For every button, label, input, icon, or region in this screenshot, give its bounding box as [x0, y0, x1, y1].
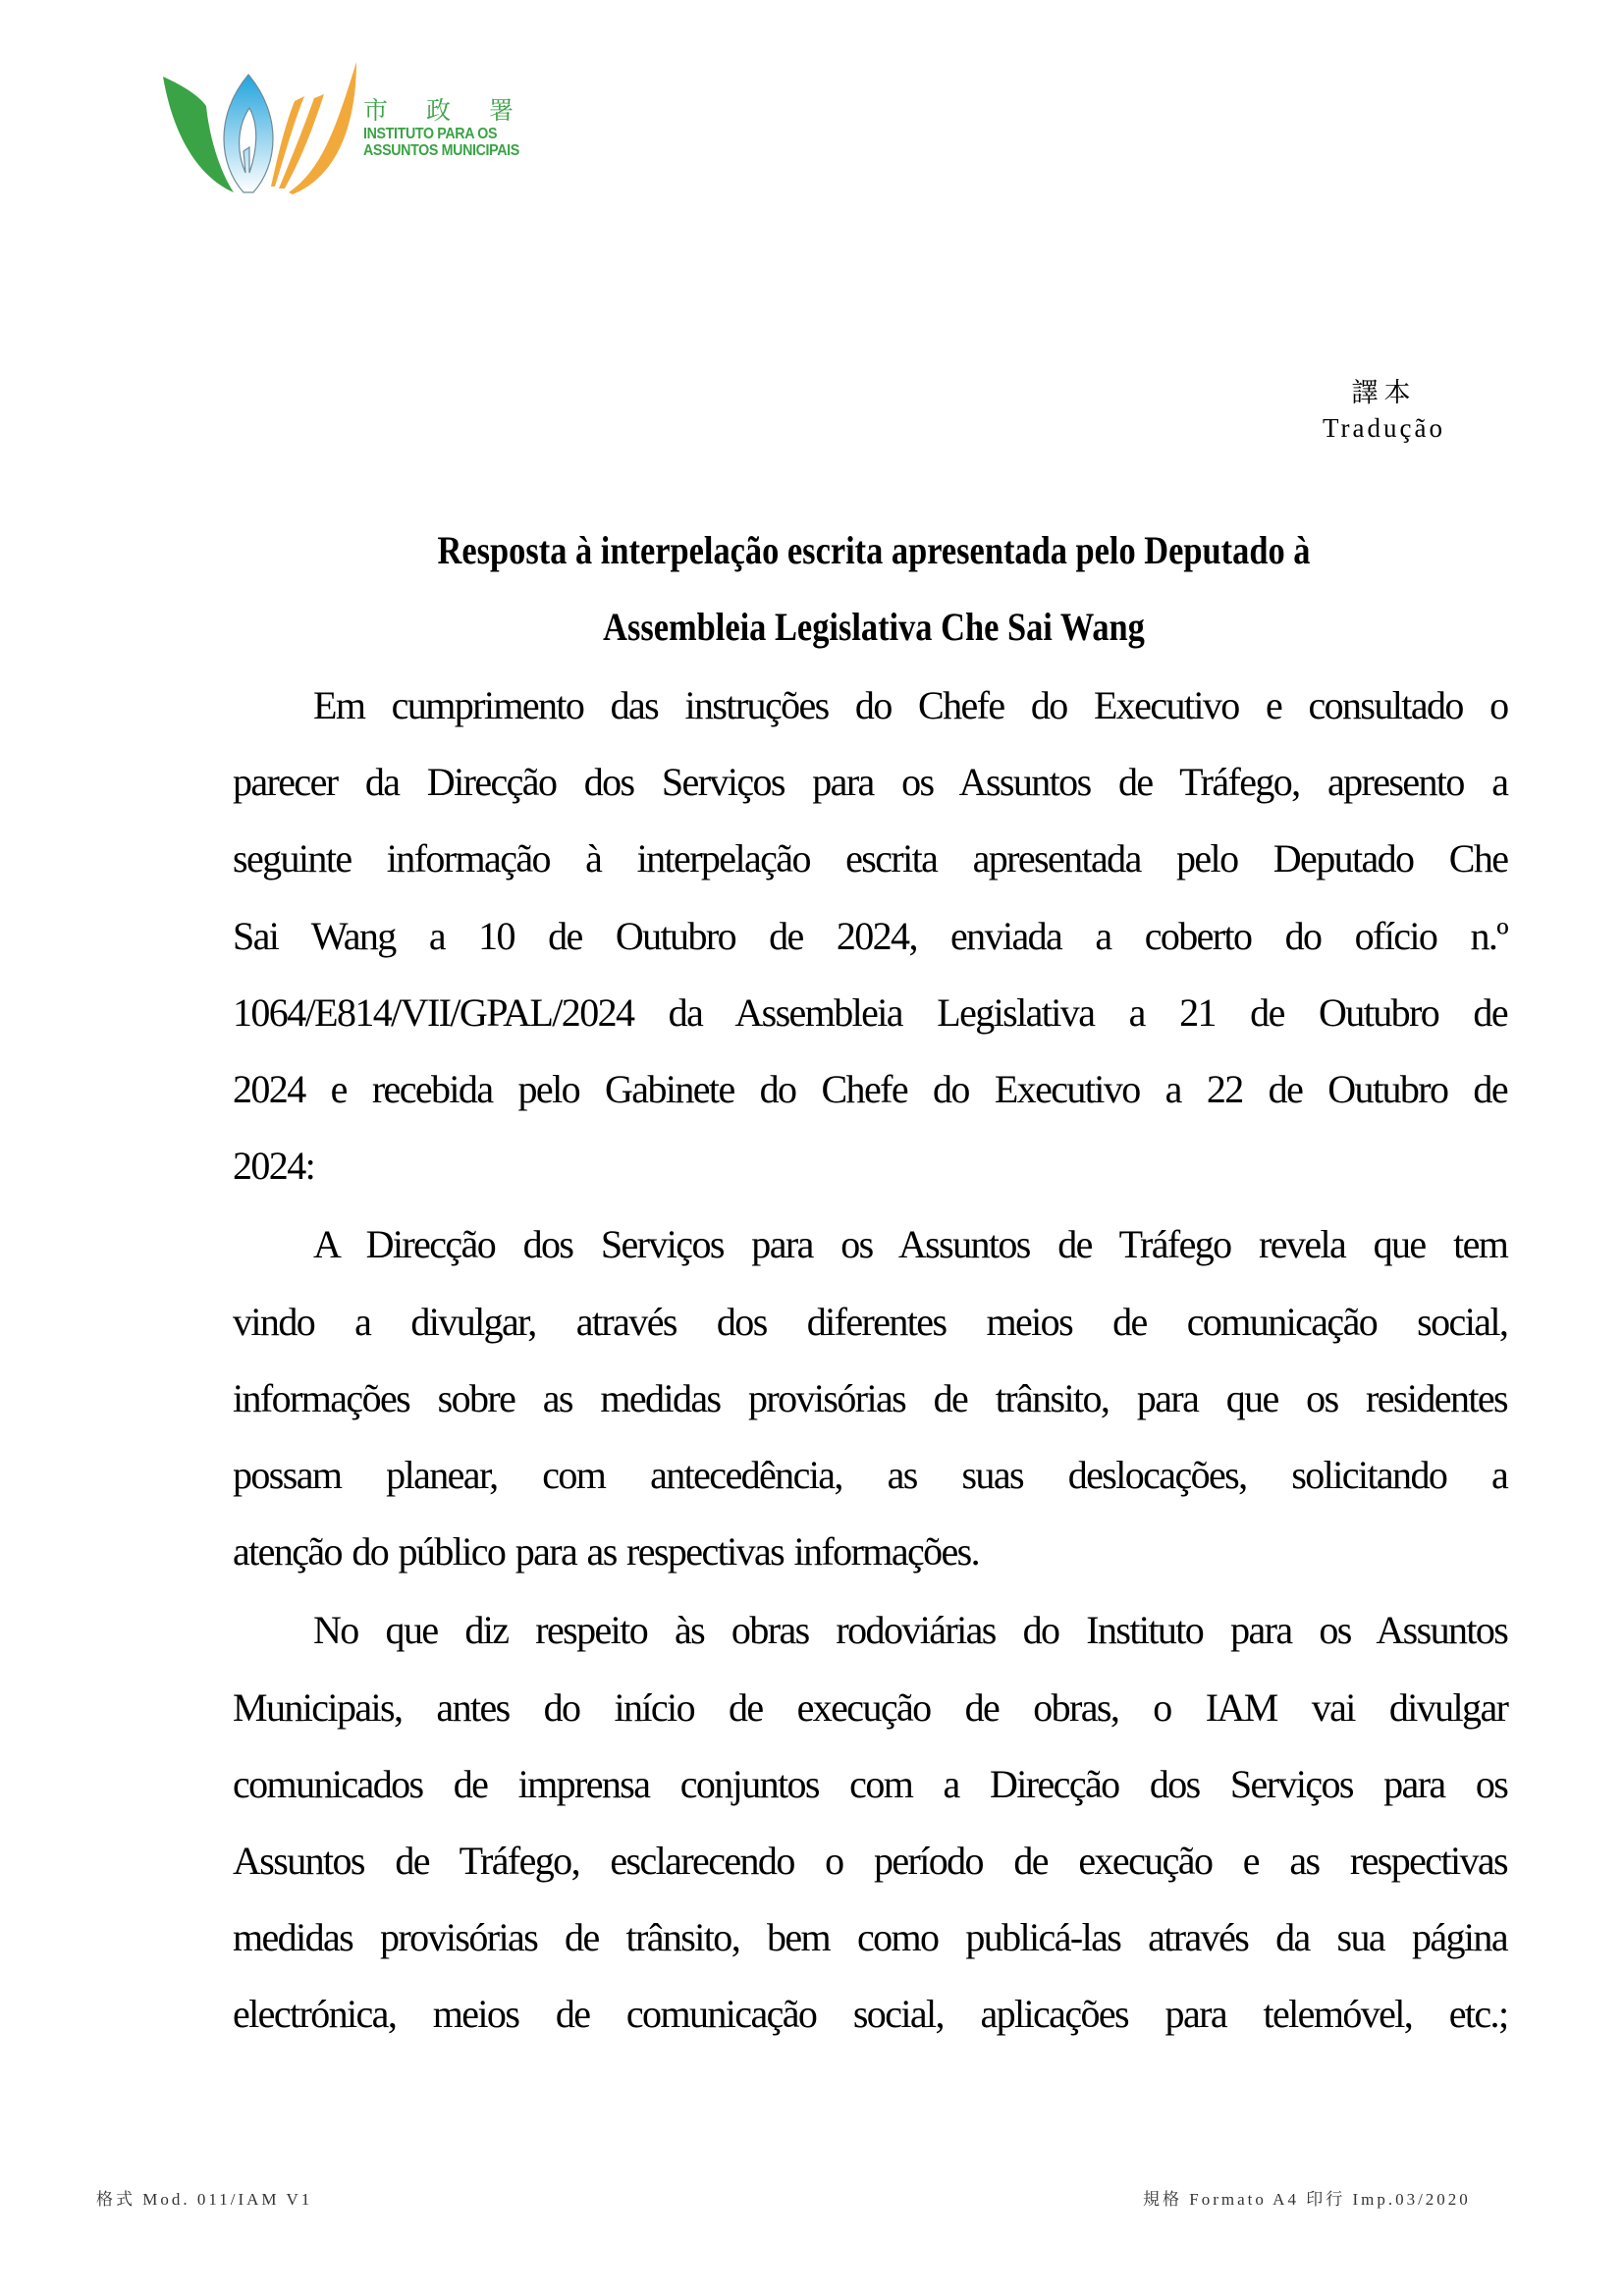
paragraph-line: No que diz respeito às obras rodoviárias do Instituto para os Assuntos — [313, 1608, 1508, 1653]
document-body — [233, 667, 1507, 2054]
paragraph-line: Em cumprimento das instruções do Chefe do Executivo e consultado o — [313, 683, 1508, 727]
title-line-1: Resposta à interpelação escrita apresentada pelo Deputado à — [437, 528, 1311, 572]
paragraph-line: parecer da Direcção dos Serviços para os Assuntos de Tráfego, apresento a — [233, 760, 1508, 805]
paragraph-line: informações sobre as medidas provisórias de trânsito, para que os residentes — [233, 1375, 1507, 1420]
paragraph-line: Municipais, antes do início de execução de obras, o IAM vai divulgar — [233, 1684, 1508, 1730]
paragraph-line: medidas provisórias de trânsito, bem como publicá-las através da sua página — [233, 1915, 1507, 1960]
translation-label-cn: 譯本 — [1351, 378, 1417, 407]
paragraph-line: seguinte informação à interpelação escrita apresentada pelo Deputado Che — [233, 836, 1508, 881]
paragraph-3 — [233, 1592, 1507, 2053]
footer-format-info: 規格 Formato A4 印行 Imp.03/2020 — [1143, 2190, 1471, 2209]
paragraph-1 — [233, 667, 1507, 1204]
logo-text — [363, 96, 533, 159]
translation-label — [1323, 375, 1445, 446]
paragraph-line: possam planear, com antecedência, as suas deslocações, solicitando a — [233, 1453, 1508, 1498]
paragraph-line: vindo a divulgar, através dos diferentes meios de comunicação social, — [233, 1299, 1508, 1344]
title-line-2: Assembleia Legislativa Che Sai Wang — [603, 605, 1145, 649]
translation-label-pt: Tradução — [1323, 413, 1445, 443]
document-title — [325, 512, 1423, 666]
paragraph-line: 2024 e recebida pelo Gabinete do Chefe do Executivo a 22 de Outubro de — [233, 1067, 1507, 1112]
iam-lotus-logo-icon — [155, 57, 361, 199]
footer-form-code: 格式 Mod. 011/IAM V1 — [96, 2190, 313, 2209]
logo-name-pt-line1: INSTITUTO PARA OS — [363, 126, 498, 142]
paragraph-line: Sai Wang a 10 de Outubro de 2024, enviada a coberto do ofício n.º — [233, 913, 1508, 958]
paragraph-line: 1064/E814/VII/GPAL/2024 da Assembleia Legislativa a 21 de Outubro de — [233, 989, 1507, 1035]
paragraph-line: A Direcção dos Serviços para os Assuntos de Tráfego revela que tem — [313, 1222, 1508, 1267]
logo-name-cn: 市 政 署 — [363, 97, 529, 125]
logo-name-pt-line2: ASSUNTOS MUNICIPAIS — [363, 142, 519, 159]
paragraph-line: comunicados de imprensa conjuntos com a Direcção dos Serviços para os — [233, 1761, 1508, 1806]
paragraph-line: Assuntos de Tráfego, esclarecendo o período de execução e as respectivas — [233, 1839, 1507, 1884]
iam-logo — [155, 57, 548, 204]
paragraph-line: 2024: — [233, 1144, 315, 1189]
paragraph-line: atenção do público para as respectivas informações. — [233, 1529, 980, 1575]
paragraph-line: electrónica, meios de comunicação social, aplicações para telemóvel, etc.; — [233, 1992, 1508, 2037]
paragraph-2 — [233, 1206, 1507, 1590]
